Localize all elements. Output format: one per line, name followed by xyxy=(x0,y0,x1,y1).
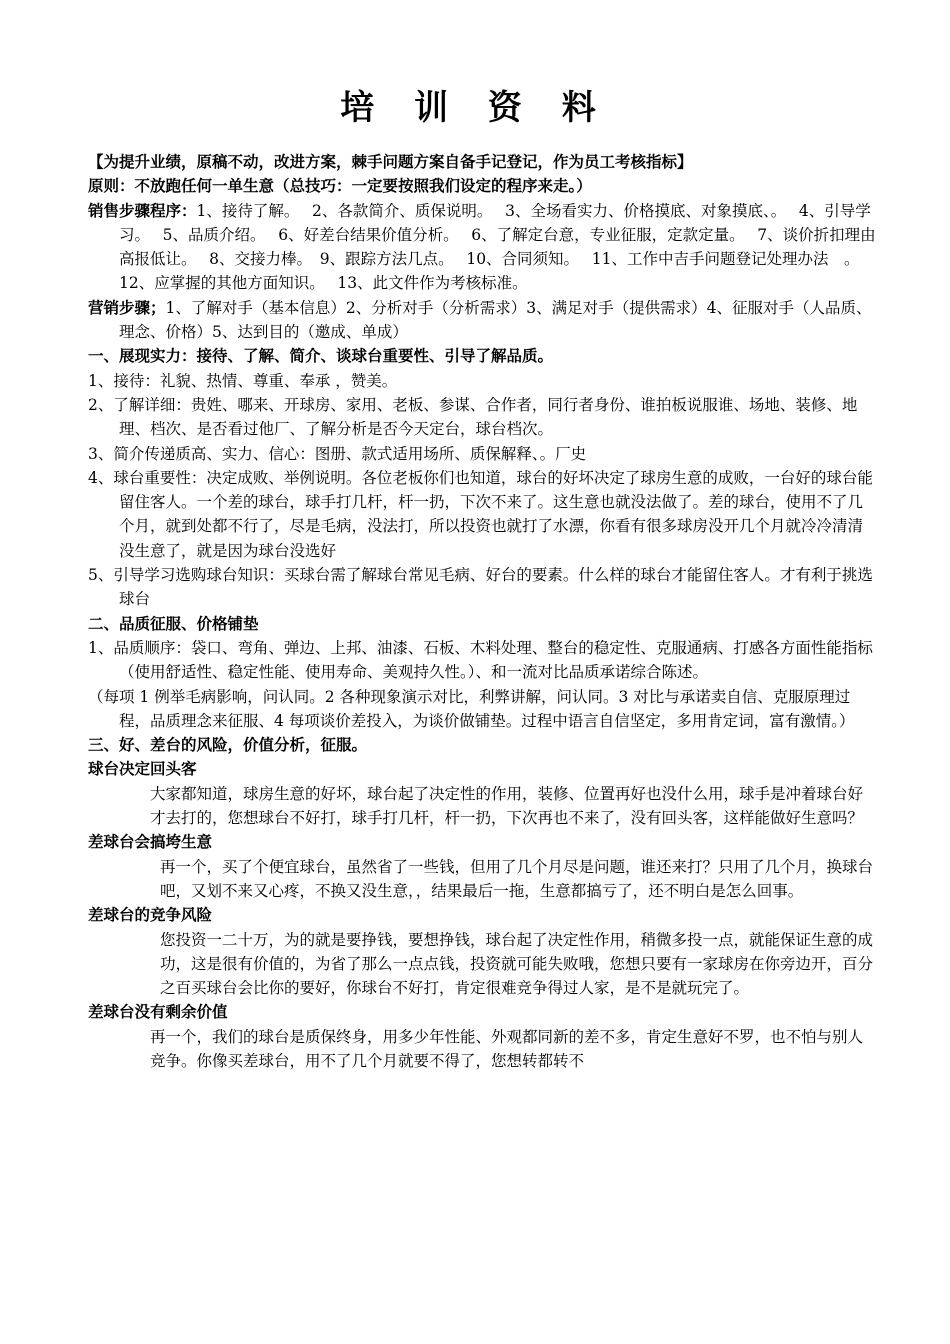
section1-item-1: 1、接待：礼貌、热情、尊重、奉承 ，赞美。 xyxy=(88,371,398,390)
section1-item-3: 3、简介传递质高、实力、信心：图册、款式适用场所、质保解释、。厂史 xyxy=(88,444,587,463)
block-label-competition-risk: 差球台的竞争风险 xyxy=(88,906,213,925)
block-label-no-residual-value: 差球台没有剩余价值 xyxy=(88,1003,228,1022)
intro-note: 【为提升业绩，原稿不动，改进方案，棘手问题方案自备手记登记，作为员工考核指标】 xyxy=(88,153,693,171)
section2-heading: 二、品质征服、价格铺垫 xyxy=(88,614,259,633)
sales-steps-text: 1、接待了解。 2、各款简介、质保说明。 3、全场看实力、价格摸底、对象摸底、。 4、引导学习。 5、品质介绍。 6、好差台结果价值分析。 6、了解定台意，专业征服，定款定量。 7、谈价折扣理由高报低让。 8、交接力棒。 9、跟踪方法几点。 10、合同须知。 11、工作中吉手问题登记处理办法 。12、应掌握的其他方面知识。 13、此文件作为考核标准。 xyxy=(119,201,876,293)
marketing-steps-text: 1、了解对手（基本信息）2、分析对手（分析需求）3、满足对手（提供需求）4、征服对手（人品质、理念、价格）5、达到目的（邀成、单成） xyxy=(119,298,872,342)
sales-steps-label: 销售步骤程序： xyxy=(88,201,197,220)
marketing-steps-paragraph xyxy=(88,296,878,345)
block-text-competition-risk: 您投资一二十万，为的就是要挣钱，要想挣钱，球台起了决定性作用，稍微多投一点，就能保证生意的成功，这是很有价值的，为省了那么一点点钱，投资就可能失败哦，您想只要有一家球房在你旁边开，百分之百买球台会比你的要好，你球台不好打，肯定很难竞争得过人家，是不是就玩完了。 xyxy=(160,930,874,998)
sales-steps-paragraph xyxy=(88,199,878,296)
block-text-bad-table-ruins: 再一个，买了个便宜球台，虽然省了一些钱，但用了几个月尽是问题，谁还来打？只用了几个月，换球台吧，又划不来又心疼，不换又没生意，，结果最后一拖，生意都搞亏了，还不明白是怎么回事。 xyxy=(160,857,874,900)
section1-item-5: 5、引导学习选购球台知识：买球台需了解球台常见毛病、好台的要素。什么样的球台才能留住客人。才有利于挑选球台 xyxy=(88,566,873,609)
section2-item-2: （每项 1 例举毛病影响，问认同。2 各种现象演示对比，利弊讲解，问认同。3 对比与承诺卖自信、克服原理过程，品质理念来征服、4 每项谈价差投入，为谈价做铺垫。过程中语言自信坚定，多用肯定词，富有激情。） xyxy=(88,687,855,730)
block-text-returning-customers: 大家都知道，球房生意的好坏，球台起了决定性的作用，装修、位置再好也没什么用，球手是冲着球台好才去打的，您想球台不好打，球手打几杆，杆一扔，下次再也不来了，没有回头客，这样能做好生意吗？ xyxy=(150,784,864,828)
principle-line: 原则：不放跑任何一单生意（总技巧：一定要按照我们设定的程序来走。） xyxy=(88,177,592,196)
document-title: 培 训 资 料 xyxy=(340,88,610,128)
document-body xyxy=(88,150,878,1073)
block-label-returning-customers: 球台决定回头客 xyxy=(88,760,197,779)
block-text-no-residual-value: 再一个，我们的球台是质保终身，用多少年性能、外观都同新的差不多，肯定生意好不罗，也不怕与别人竞争。你像买差球台，用不了几个月就要不得了，您想转都转不 xyxy=(150,1027,864,1070)
section2-item-1: 1、品质顺序：袋口、弯角、弹边、上邦、油漆、石板、木料处理、整台的稳定性、克服通病、打感各方面性能指标（使用舒适性、稳定性能、使用寿命、美观持久性。）、和一流对比品质承诺综合陈述。 xyxy=(88,638,873,682)
section3-heading: 三、好、差台的风险，价值分析，征服。 xyxy=(88,736,368,755)
section1-heading: 一、展现实力：接待、了解、简介、谈球台重要性、引导了解品质。 xyxy=(88,347,554,366)
block-label-bad-table-ruins: 差球台会搞垮生意 xyxy=(88,833,213,852)
marketing-steps-label: 营销步骤； xyxy=(88,298,166,317)
section1-item-2: 2、了解详细：贵姓、哪来、开球房、家用、老板、参谋、合作者，同行者身份、谁拍板说服谁、场地、装修、地理、档次、是否看过他厂、了解分析是否今天定台，球台档次。 xyxy=(88,395,858,439)
section1-item-4: 4、球台重要性：决定成败、举例说明。各位老板你们也知道，球台的好坏决定了球房生意的成败，一台好的球台能留住客人。一个差的球台，球手打几杆，杆一扔，下次不来了。这生意也就没法做了。差的球台，使用不了几个月，就到处都不行了，尽是毛病，没法打，所以投资也就打了水漂，你看有很多球房没开几个月就冷冷清清没生意了，就是因为球台没选好 xyxy=(88,468,873,560)
